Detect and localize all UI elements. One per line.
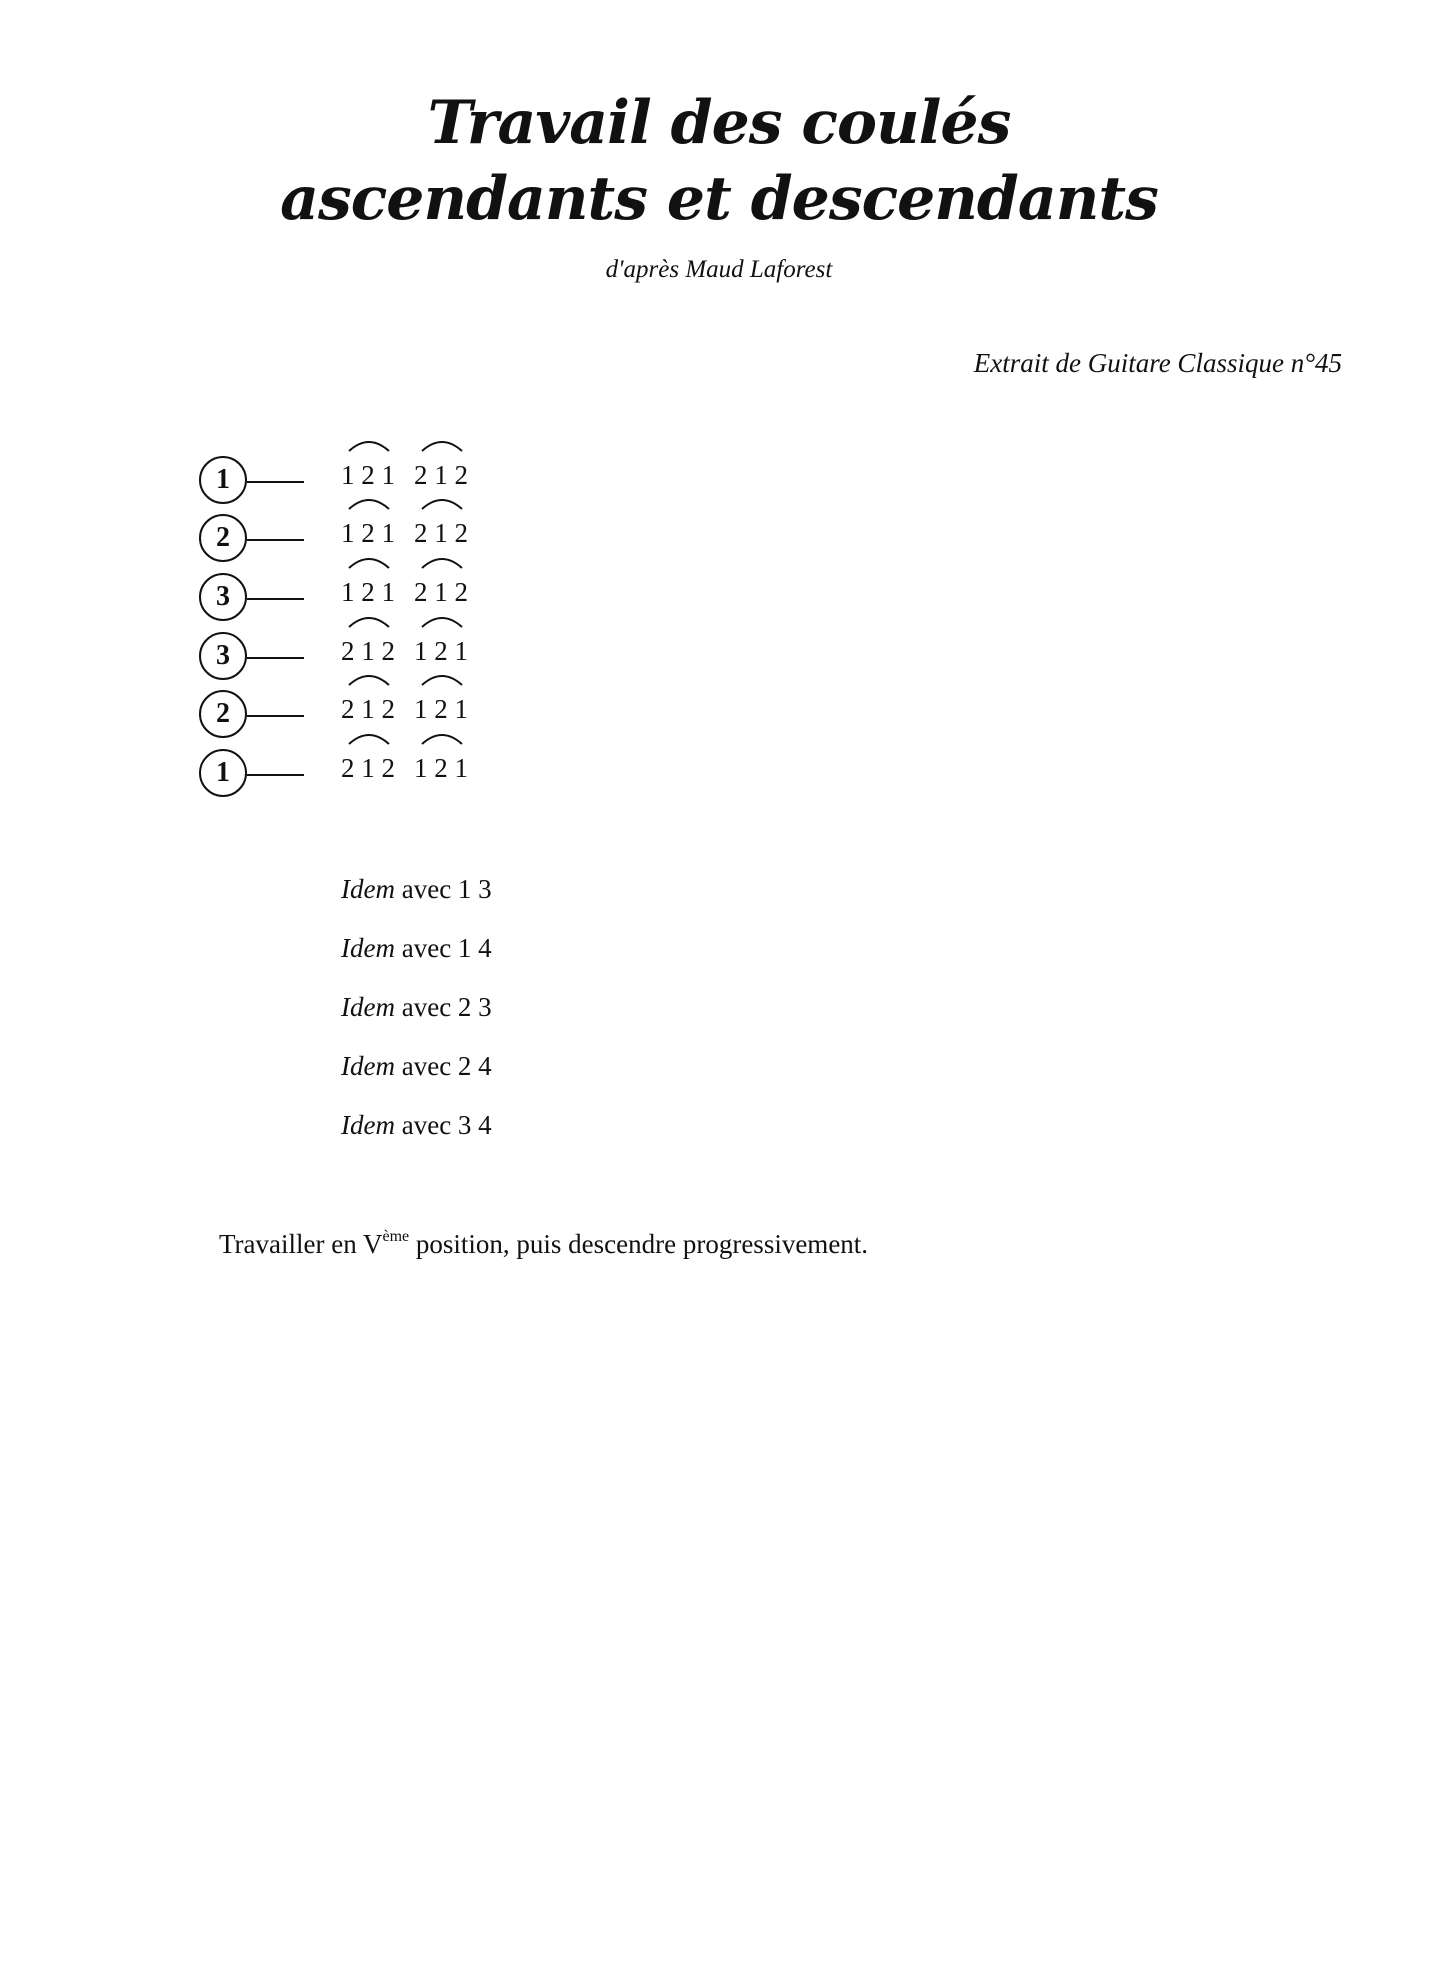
string-number-circle: 2 [199,514,247,562]
fingering-group-1: 1 2 1 [341,518,395,548]
string-number-circle: 1 [199,749,247,797]
exercise-row [199,690,599,744]
final-instruction [219,1228,868,1260]
string-number-circle: 1 [199,456,247,504]
slur-arc [420,670,464,686]
exercise-row [199,632,599,686]
fingering-group-1: 1 2 1 [341,460,395,490]
idem-rest: avec 1 3 [394,874,492,904]
slur-arc [347,436,391,452]
final-before: Travailler en V [219,1229,383,1259]
string-number-circle: 3 [199,632,247,680]
fingering-group-1: 2 1 2 [341,636,395,666]
fingering-group-1: 2 1 2 [341,694,395,724]
string-number-circle: 2 [199,690,247,738]
slur-arc [347,670,391,686]
exercise-row [199,456,599,510]
idem-line [341,874,492,905]
string-number-circle: 3 [199,573,247,621]
idem-word: Idem [341,1051,395,1081]
string-connector-line [247,598,304,600]
fingering-group-1: 1 2 1 [341,577,395,607]
fingering-group-2: 2 1 2 [414,518,468,548]
slur-arc [420,729,464,745]
subtitle: d'après Maud Laforest [605,256,833,283]
string-connector-line [247,657,304,659]
string-connector-line [247,774,304,776]
fingering-group-2: 1 2 1 [414,694,468,724]
slur-arc [347,494,391,510]
slur-arc [420,612,464,628]
slur-arc [347,553,391,569]
title-line-1: Travail des coulés [427,88,1011,158]
string-connector-line [247,481,304,483]
idem-rest: avec 1 4 [394,933,492,963]
slur-arc [347,612,391,628]
idem-line [341,1051,492,1082]
idem-word: Idem [341,874,395,904]
slur-arc [420,553,464,569]
source-note: Extrait de Guitare Classique n°45 [973,348,1342,378]
idem-line [341,992,492,1023]
slur-arc [347,729,391,745]
exercise-row [199,573,599,627]
final-after: position, puis descendre progressivement. [409,1229,869,1259]
idem-word: Idem [341,933,395,963]
idem-rest: avec 3 4 [394,1110,492,1140]
idem-word: Idem [341,1110,395,1140]
slur-arc [420,494,464,510]
title-line-2: ascendants et descendants [280,164,1158,234]
idem-rest: avec 2 3 [394,992,492,1022]
exercise-row [199,749,599,803]
final-superscript: ème [382,1228,410,1245]
exercise-row [199,514,599,568]
fingering-group-2: 2 1 2 [414,460,468,490]
fingering-group-1: 2 1 2 [341,753,395,783]
string-connector-line [247,539,304,541]
string-connector-line [247,715,304,717]
idem-rest: avec 2 4 [394,1051,492,1081]
idem-line [341,933,492,964]
idem-line [341,1110,492,1141]
fingering-group-2: 2 1 2 [414,577,468,607]
fingering-group-2: 1 2 1 [414,636,468,666]
idem-word: Idem [341,992,395,1022]
fingering-group-2: 1 2 1 [414,753,468,783]
slur-arc [420,436,464,452]
